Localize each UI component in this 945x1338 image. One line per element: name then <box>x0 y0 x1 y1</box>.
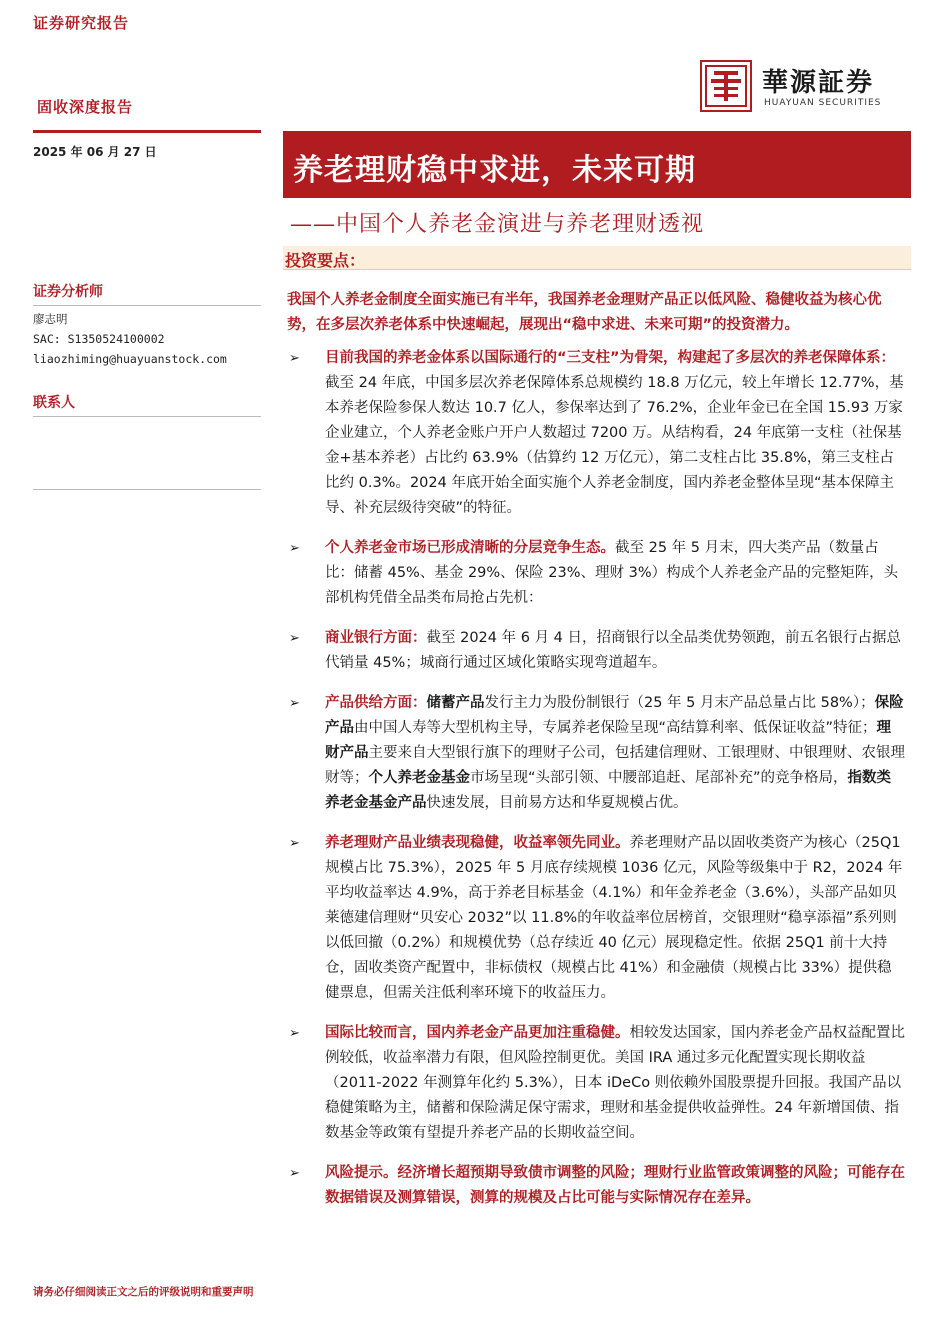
arrow-bullet-icon: ➢ <box>289 631 300 646</box>
analyst-section <box>33 281 261 369</box>
risk-warning: 风险提示。经济增长超预期导致债市调整的风险；理财行业监管政策调整的风险；可能存在数据错误及测算错误，测算的规模及占比可能与实际情况存在差异。 <box>325 1165 905 1206</box>
report-subtitle: ——中国个人养老金演进与养老理财透视 <box>290 212 705 237</box>
bold-term: 保险产品 <box>325 695 904 736</box>
list-item <box>287 626 905 676</box>
bullet-text: 截至 24 年底，中国多层次养老保障体系总规模约 18.8 万亿元，较上年增长 12.77%，基本养老保险参保人数达 10.7 亿人，参保率达到了 76.2%，企业年金已在全国 15.93 万家企业建立，个人养老金账户开户人数超过 7200 万。从结构看，24 年底第一支柱（社保基金+基本养老）占比约 63.9%（估算约 12 万亿元），第二支柱占比 35.8%，第三支柱占比约 0.3%。2024 年底开始全面实施个人养老金制度，国内养老金整体呈现“基本保障主导、补充层级待突破”的特征。 <box>325 375 904 516</box>
bullet-text: 主要来自大型银行旗下的理财子公司，包括建信理财、工银理财、中银理财、农银理财等； <box>325 745 905 786</box>
bullet-text: 快速发展，目前易方达和华夏规模占优。 <box>426 795 688 811</box>
arrow-bullet-icon: ➢ <box>289 1166 300 1181</box>
bullet-text: 市场呈现“头部引领、中腰部追赶、尾部补充”的竞争格局， <box>470 770 848 786</box>
divider <box>33 416 261 417</box>
bullet-text: 相较发达国家，国内养老金产品权益配置比例较低，收益率潜力有限，但风险控制更优。美国 IRA 通过多元化配置实现长期收益（2011-2022 年测算年化约 5.3%），日本 iDeCo 则依赖外国股票提升回报。我国产品以稳健策略为主，储蓄和保险满足保守需求，理财和基金提供收益弹性。24 年新增国债、指数基金等政策有望提升养老产品的长期收益空间。 <box>325 1025 905 1141</box>
divider <box>33 130 261 133</box>
report-category: 证券研究报告 <box>33 14 130 32</box>
title-banner <box>283 131 911 198</box>
analyst-heading: 证券分析师 <box>33 284 103 300</box>
arrow-bullet-icon: ➢ <box>289 541 300 556</box>
bold-term: 储蓄产品 <box>426 695 485 711</box>
brand-name-en: HUAYUAN SECURITIES <box>764 98 882 108</box>
divider <box>33 485 261 490</box>
bullet-heading: 商业银行方面： <box>325 630 427 646</box>
arrow-bullet-icon: ➢ <box>289 351 300 366</box>
analyst-sac: SAC: S1350524100002 <box>33 332 165 346</box>
bullet-text: 养老理财产品以固收类资产为核心（25Q1 规模占比 75.3%），2025 年 5 月底存续规模 1036 亿元，风险等级集中于 R2，2024 年平均收益率达 4.9%，高于养老目标基金（4.1%）和年金养老金（3.6%），头部产品如贝莱德建信理财“贝安心 2032”以 11.8%的年收益率位居榜首，交银理财“稳享添福”系列则以低回撤（0.2%）和规模优势（总存续近 40 亿元）展现稳定性。依据 25Q1 前十大持仓，固收类资产配置中，非标债权（规模占比 41%）和金融债（规模占比 33%）提供稳健票息，但需关注低利率环境下的收益压力。 <box>325 835 903 1001</box>
arrow-bullet-icon: ➢ <box>289 696 300 711</box>
lead-paragraph: 我国个人养老金制度全面实施已有半年，我国养老金理财产品正以低风险、稳健收益为核心优势，在多层次养老体系中快速崛起，展现出“稳中求进、未来可期”的投资潜力。 <box>287 292 882 333</box>
bullet-heading: 个人养老金市场已形成清晰的分层竞争生态。 <box>325 540 615 556</box>
bullet-heading: 国际比较而言，国内养老金产品更加注重稳健。 <box>325 1025 630 1041</box>
report-title: 养老理财稳中求进，未来可期 <box>293 153 696 188</box>
bullet-heading: 产品供给方面： <box>325 695 427 711</box>
bullet-text: 截至 25 年 5 月末，四大类产品（数量占比：储蓄 45%、基金 29%、保险 23%、理财 3%）构成个人养老金产品的完整矩阵，头部机构凭借全品类布局抢占先机： <box>325 540 899 606</box>
bullet-text: 截至 2024 年 6 月 4 日，招商银行以全品类优势领跑，前五名银行占据总代销量 45%；城商行通过区域化策略实现弯道超车。 <box>325 630 902 671</box>
bullet-text: 发行主力为股份制银行（25 年 5 月末产品总量占比 58%）； <box>484 695 875 711</box>
contact-section <box>33 392 261 417</box>
key-points-label: 投资要点： <box>285 251 366 270</box>
arrow-bullet-icon: ➢ <box>289 1026 300 1041</box>
bold-term: 个人养老金基金 <box>368 770 470 786</box>
bold-term: 理财产品 <box>325 720 892 761</box>
list-item <box>287 1021 905 1146</box>
report-type: 固收深度报告 <box>37 98 134 116</box>
brand-logo <box>700 60 910 112</box>
analyst-email[interactable]: liaozhiming@huayuanstock.com <box>33 352 227 366</box>
bullet-text: 由中国人寿等大型机构主导，专属养老保险呈现“高结算利率、低保证收益”特征； <box>354 720 877 736</box>
brand-name: 華源証券 <box>762 68 875 98</box>
analyst-name: 廖志明 <box>33 312 68 326</box>
divider <box>33 489 261 490</box>
report-date: 2025 年 06 月 27 日 <box>33 145 157 159</box>
divider <box>33 305 261 306</box>
list-item <box>287 536 905 611</box>
list-item <box>287 1161 905 1211</box>
disclaimer-footer: 请务必仔细阅读正文之后的评级说明和重要声明 <box>33 1286 254 1298</box>
contact-heading: 联系人 <box>33 395 75 411</box>
key-points-banner <box>283 246 911 270</box>
huayuan-logo-icon <box>700 60 752 112</box>
list-item <box>287 346 905 521</box>
bold-term: 指数类养老金基金产品 <box>325 770 892 811</box>
key-points-body <box>287 288 905 1226</box>
bullet-heading: 目前我国的养老金体系以国际通行的“三支柱”为骨架，构建起了多层次的养老保障体系： <box>325 350 896 366</box>
bullet-heading: 养老理财产品业绩表现稳健，收益率领先同业。 <box>325 835 630 851</box>
list-item <box>287 691 905 816</box>
arrow-bullet-icon: ➢ <box>289 836 300 851</box>
list-item <box>287 831 905 1006</box>
